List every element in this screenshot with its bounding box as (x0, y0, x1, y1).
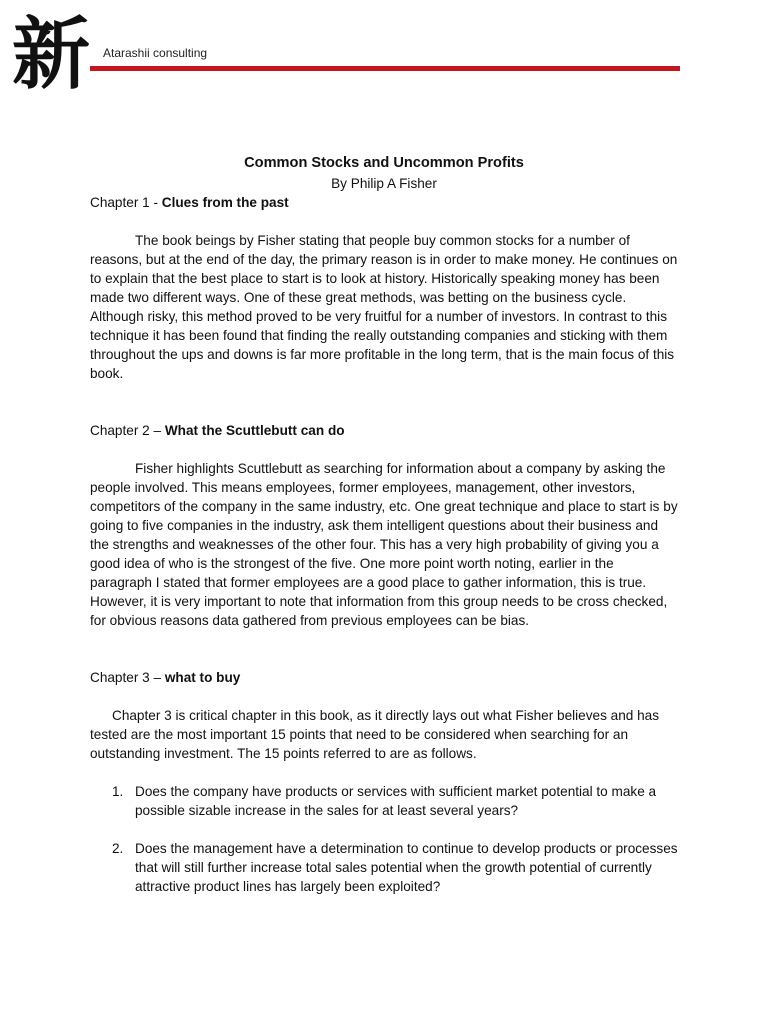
chapter-2-body: Fisher highlights Scuttlebutt as searching for information about a company by asking the people involved. This means employees, former employees, management, other investors, competitors of the company in the same industry, etc. One great technique and place to start is by going to five companies in the industry, ask them intelligent questions about their business and the strengths and weaknesses of the other four. This has a very high probability of giving you a good idea of who is the strongest of the five. One more point worth noting, earlier in the paragraph I stated that former employees are a good place to gather information, this is true. However, it is very important to note that information from this group needs to be cross checked, for obvious reasons data gathered from previous employees can be bias. (90, 461, 678, 628)
list-item-text: Does the management have a determination to continue to develop products or processes that will still further increase total sales potential when the growth potential of currently attractive product lines has largely been exploited? (135, 841, 678, 894)
chapter-3-heading (90, 668, 678, 687)
chapter-1-body: The book beings by Fisher stating that people buy common stocks for a number of reasons, but at the end of the day, the primary reason is in order to make money. He continues on to explain that the best place to start is to look at history. Historically speaking money has been made two different ways. One of these great methods, was betting on the business cycle. Although risky, this method proved to be very fruitful for a number of investors. In contrast to this technique it has been found that finding the really outstanding companies and sticking with them throughout the ups and downs is far more profitable in the long term, that is the main focus of this book. (90, 233, 678, 381)
chapter-3-prefix: Chapter 3 – (90, 670, 165, 685)
chapter-2-heading (90, 421, 678, 440)
list-item-text: Does the company have products or services with sufficient market potential to make a possible sizable increase in the sales for at least several years? (135, 784, 657, 818)
header-rule (90, 66, 680, 71)
document-title: Common Stocks and Uncommon Profits (244, 155, 524, 171)
chapter-2-title: What the Scuttlebutt can do (164, 423, 345, 438)
list-item-number: 1. (112, 784, 124, 799)
chapter-3-title: what to buy (164, 670, 241, 685)
company-logo: 新 (11, 9, 90, 100)
chapter-1-heading (90, 193, 678, 212)
list-item (90, 782, 678, 820)
document-body (90, 150, 678, 896)
list-item (90, 839, 678, 896)
chapter-2-prefix: Chapter 2 – (90, 423, 165, 438)
document-author: By Philip A Fisher (331, 176, 437, 191)
chapter-3-body: Chapter 3 is critical chapter in this book, as it directly lays out what Fisher believes and has tested are the most important 15 points that need to be considered when searching for an outstanding investment. The 15 points referred to are as follows. (90, 708, 660, 761)
chapter-1-title: Clues from the past (161, 195, 289, 210)
chapter-1-prefix: Chapter 1 - (90, 195, 162, 210)
fifteen-points-list (90, 782, 678, 896)
list-item-number: 2. (112, 841, 124, 856)
company-name: Atarashii consulting (103, 46, 208, 60)
